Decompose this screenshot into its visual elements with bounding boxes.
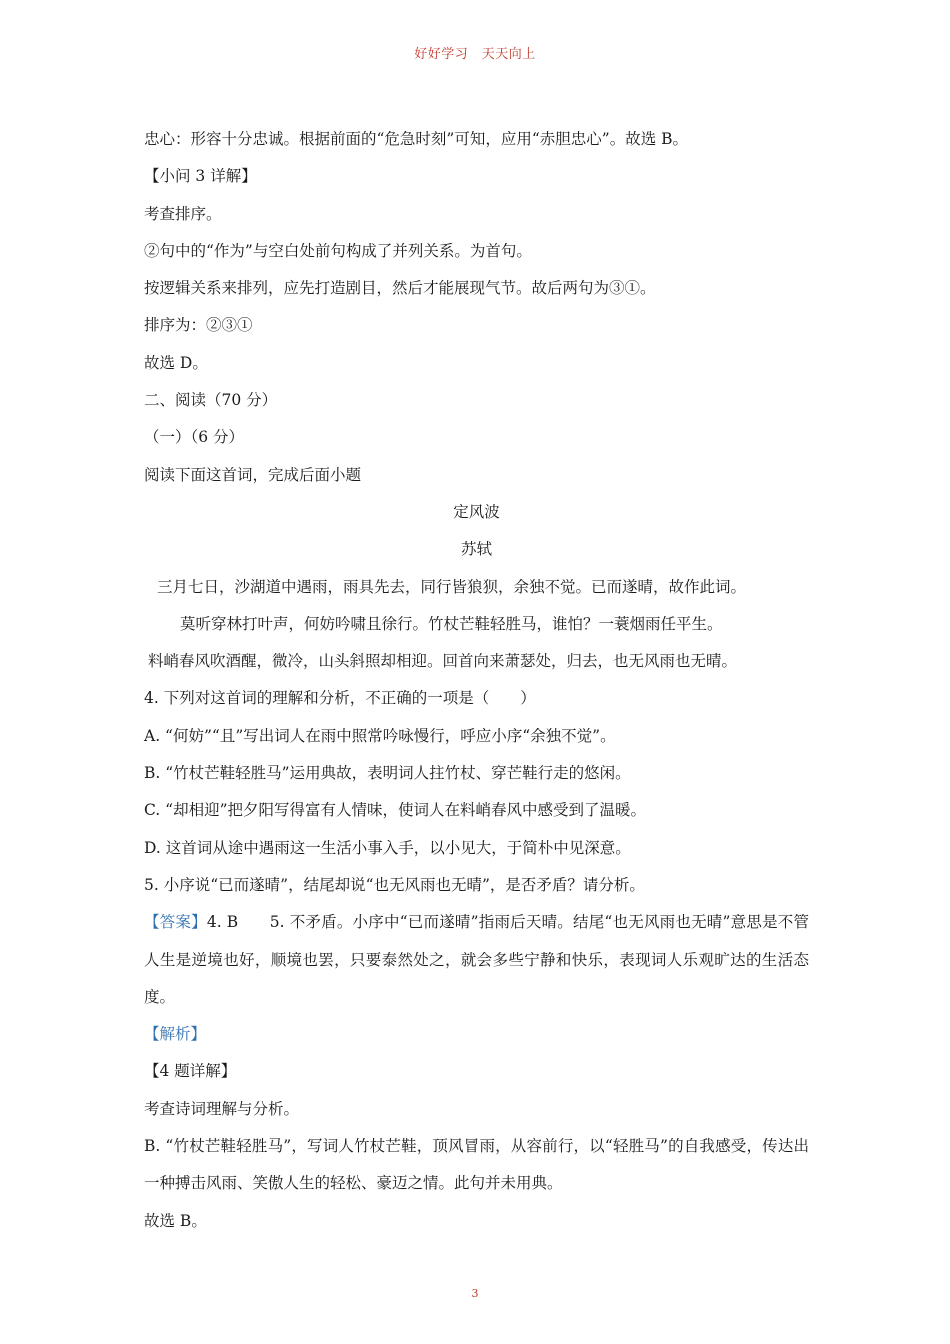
document-body bbox=[144, 121, 809, 1240]
text-line: 考查排序。 bbox=[144, 204, 222, 223]
section-heading: （一）（6 分） bbox=[144, 428, 245, 447]
answer-text: 4. B 5. 不矛盾。小序中“已而遂晴”指雨后天晴。结尾“也无风雨也无晴”意思是不管人生是逆境也好，顺境也罢，只要泰然处之，就会多些宁静和快乐，表现词人乐观旷达的生活态度。 bbox=[144, 913, 809, 1006]
text-line: 故选 B。 bbox=[144, 1211, 207, 1230]
text-line: 阅读下面这首词，完成后面小题 bbox=[144, 465, 362, 484]
option-b: B. “竹杖芒鞋轻胜马”运用典故，表明词人拄竹杖、穿芒鞋行走的悠闲。 bbox=[144, 764, 631, 783]
text-line: 按逻辑关系来排列，应先打造剧目，然后才能展现气节。故后两句为③①。 bbox=[144, 279, 656, 298]
question-5: 5. 小序说“已而遂晴”，结尾却说“也无风雨也无晴”，是否矛盾？请分析。 bbox=[144, 875, 645, 894]
option-d: D. 这首词从途中遇雨这一生活小事入手，以小见大，于简朴中见深意。 bbox=[144, 838, 631, 857]
text-line: ②句中的“作为”与空白处前句构成了并列关系。为首句。 bbox=[144, 241, 532, 260]
poem-title: 定风波 bbox=[453, 502, 500, 521]
question-4: 4. 下列对这首词的理解和分析，不正确的一项是（ ） bbox=[144, 689, 536, 708]
answer-block bbox=[144, 904, 809, 1016]
page-number: 3 bbox=[471, 1287, 479, 1300]
section-heading: 二、阅读（70 分） bbox=[144, 391, 278, 410]
text-line: 考查诗词理解与分析。 bbox=[144, 1099, 300, 1118]
answer-label: 【答案】 bbox=[144, 913, 207, 932]
section-heading: 【4 题详解】 bbox=[144, 1062, 237, 1081]
option-a: A. “何妨”“且”写出词人在雨中照常吟咏慢行，呼应小序“余独不觉”。 bbox=[144, 726, 616, 745]
analysis-label: 【解析】 bbox=[144, 1025, 207, 1044]
page-header: 好好学习 天天向上 bbox=[414, 47, 536, 62]
poem-line: 莫听穿林打叶声，何妨吟啸且徐行。竹杖芒鞋轻胜马，谁怕？一蓑烟雨任平生。 bbox=[180, 614, 723, 633]
text-line: 排序为：②③① bbox=[144, 316, 253, 335]
poem-author: 苏轼 bbox=[460, 540, 492, 559]
analysis-text: B. “竹杖芒鞋轻胜马”，写词人竹杖芒鞋，顶风冒雨，从容前行，以“轻胜马”的自我感受，传达出一种搏击风雨、笑傲人生的轻松、豪迈之情。此句并未用典。 bbox=[144, 1137, 809, 1193]
section-heading: 【小问 3 详解】 bbox=[144, 167, 257, 186]
option-c: C. “却相迎”把夕阳写得富有人情味，使词人在料峭春风中感受到了温暖。 bbox=[144, 801, 647, 820]
poem-line: 料峭春风吹酒醒，微冷，山头斜照却相迎。回首向来萧瑟处，归去，也无风雨也无晴。 bbox=[148, 652, 738, 671]
text-line: 忠心：形容十分忠诚。根据前面的“危急时刻”可知，应用“赤胆忠心”。故选 B。 bbox=[144, 130, 689, 148]
poem-preface: 三月七日，沙湖道中遇雨，雨具先去，同行皆狼狈，余独不觉。已而遂晴，故作此词。 bbox=[157, 577, 747, 596]
text-line: 故选 D。 bbox=[144, 353, 208, 372]
